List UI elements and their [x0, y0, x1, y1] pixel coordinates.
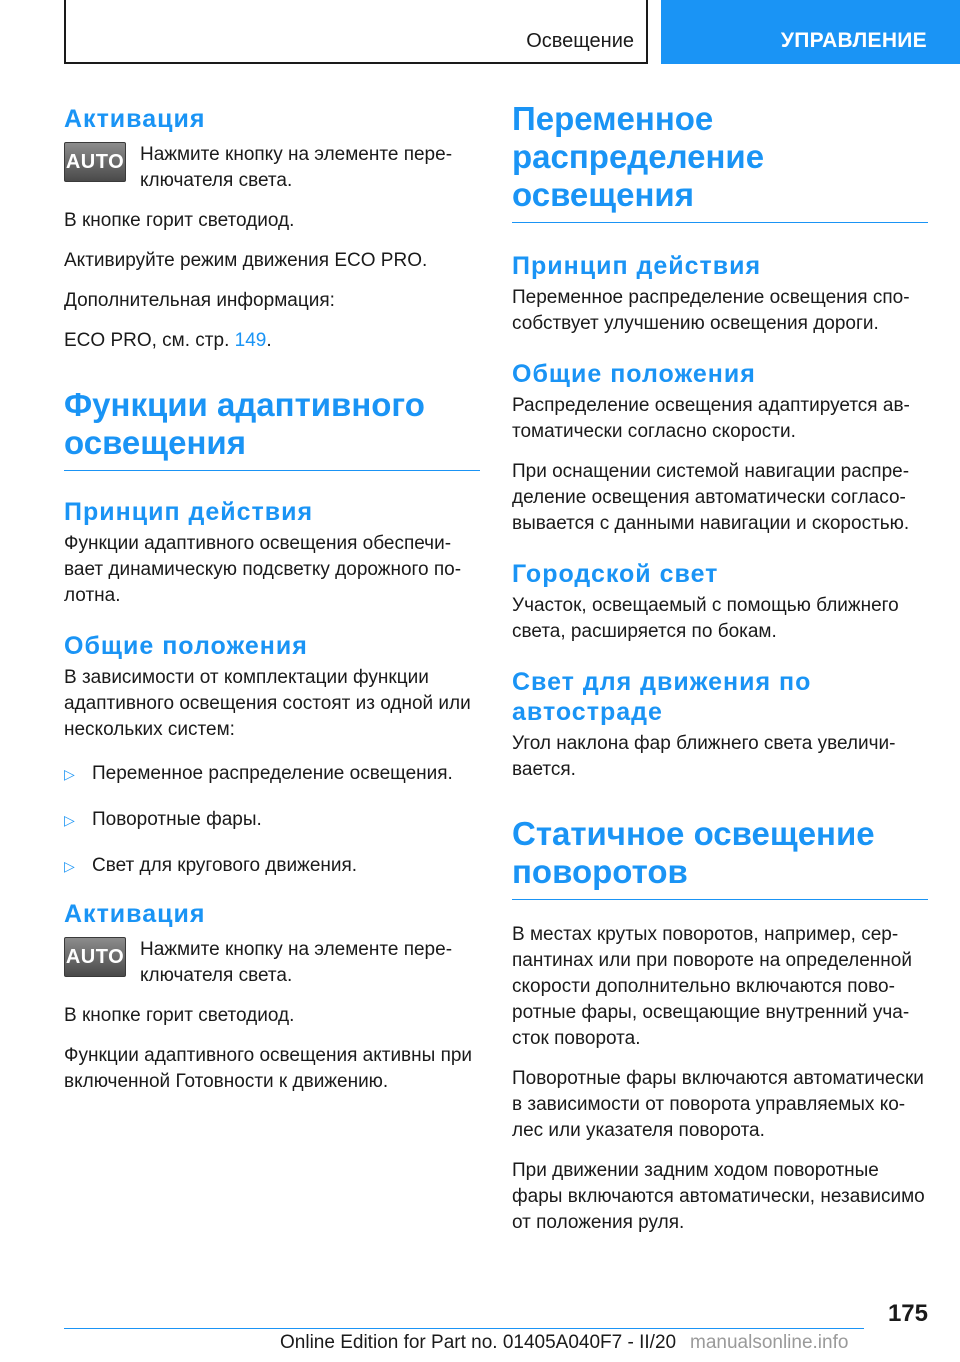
variable-lighting-title: Переменное распределение освещения — [512, 100, 928, 223]
static-cornering-title: Статичное освещение поворотов — [512, 815, 928, 900]
static-cornering-text-1: В местах крутых поворотов, например, серпантинах или при повороте на определенной скорости дополнительно включаются поворотные фары, освещающие внутренний участок поворота. — [512, 924, 912, 1049]
auto-button-icon: AUTO — [64, 937, 126, 977]
eco-pro-ref-text: ECO PRO, см. стр. — [64, 330, 235, 351]
more-info-label: Дополнительная информация: — [64, 290, 335, 311]
variable-general-heading: Общие положения — [512, 360, 756, 388]
static-cornering-text-3: При движении задним ходом поворотные фары включаются автоматически, независимо от положения руля. — [512, 1160, 925, 1233]
variable-general-text-2: При оснащении системой навигации распределение освещения автоматически согласовывается с данными навигации и скоростью. — [512, 461, 910, 534]
triangle-bullet-icon: ▷ — [64, 766, 75, 782]
list-item-text: Переменное распределение освещения. — [92, 763, 453, 784]
header-section-title: Освещение — [526, 30, 634, 52]
led-note: В кнопке горит светодиод. — [64, 210, 295, 231]
adaptive-led-note: В кнопке горит светодиод. — [64, 1005, 295, 1026]
eco-pro-note: Активируйте режим движения ECO PRO. — [64, 250, 428, 271]
footer-edition: Online Edition for Part no. 01405A040F7 - II/20 — [280, 1332, 677, 1353]
adaptive-activation-instruction — [64, 937, 480, 989]
adaptive-activation-heading: Активация — [64, 900, 206, 928]
page-link-149[interactable]: 149 — [234, 330, 267, 351]
page-number: 175 — [887, 1300, 928, 1327]
city-light-text: Участок, освещаемый с помощью ближнего света, расширяется по бокам. — [512, 595, 899, 642]
adaptive-active-note: Функции адаптивного освещения активны при включенной Готовности к движению. — [64, 1045, 473, 1092]
left-column — [64, 100, 480, 1109]
list-item — [64, 807, 480, 833]
footer-divider — [64, 1328, 864, 1329]
list-item — [64, 853, 480, 879]
eco-pro-ref-end: . — [266, 330, 272, 351]
activation-heading: Активация — [64, 105, 206, 133]
variable-principle-text: Переменное распределение освещения способствует улучшению освещения дороги. — [512, 287, 910, 334]
list-item-text: Поворотные фары. — [92, 809, 262, 830]
auto-button-icon: AUTO — [64, 142, 126, 182]
adaptive-general-text: В зависимости от комплектации функции адаптивного освещения состоят из одной или нескольких систем: — [64, 667, 471, 740]
header-chapter-tab — [661, 0, 960, 64]
adaptive-general-heading: Общие положения — [64, 632, 308, 660]
variable-general-text-1: Распределение освещения адаптируется автоматически согласно скорости. — [512, 395, 910, 442]
auto-button-text: Нажмите кнопку на элементе переключателя света. — [140, 144, 453, 191]
adaptive-principle-heading: Принцип действия — [64, 498, 314, 526]
adaptive-lighting-title: Функции адаптивного освещения — [64, 386, 480, 471]
adaptive-principle-text: Функции адаптивного освещения обеспечивает динамическую подсветку дорожного полотна. — [64, 533, 462, 606]
watermark: manualsonline.info — [690, 1332, 849, 1353]
list-item-text: Свет для кругового движения. — [92, 855, 358, 876]
static-cornering-text-2: Поворотные фары включаются автоматически в зависимости от поворота управляемых колес или указателя поворота. — [512, 1068, 924, 1141]
highway-light-text: Угол наклона фар ближнего света увеличивается. — [512, 733, 896, 780]
right-column — [512, 100, 928, 1250]
city-light-heading: Городской свет — [512, 560, 719, 588]
variable-principle-heading: Принцип действия — [512, 252, 762, 280]
triangle-bullet-icon: ▷ — [64, 858, 75, 874]
header-chapter-title: УПРАВЛЕНИЕ — [780, 29, 927, 52]
highway-light-heading: Свет для движения по автостраде — [512, 668, 812, 726]
eco-pro-reference — [64, 328, 480, 354]
adaptive-systems-list — [64, 761, 480, 879]
header-section-box — [64, 0, 648, 64]
auto-button-text: Нажмите кнопку на элементе переключателя света. — [140, 939, 453, 986]
list-item — [64, 761, 480, 787]
activation-instruction — [64, 142, 480, 194]
triangle-bullet-icon: ▷ — [64, 812, 75, 828]
